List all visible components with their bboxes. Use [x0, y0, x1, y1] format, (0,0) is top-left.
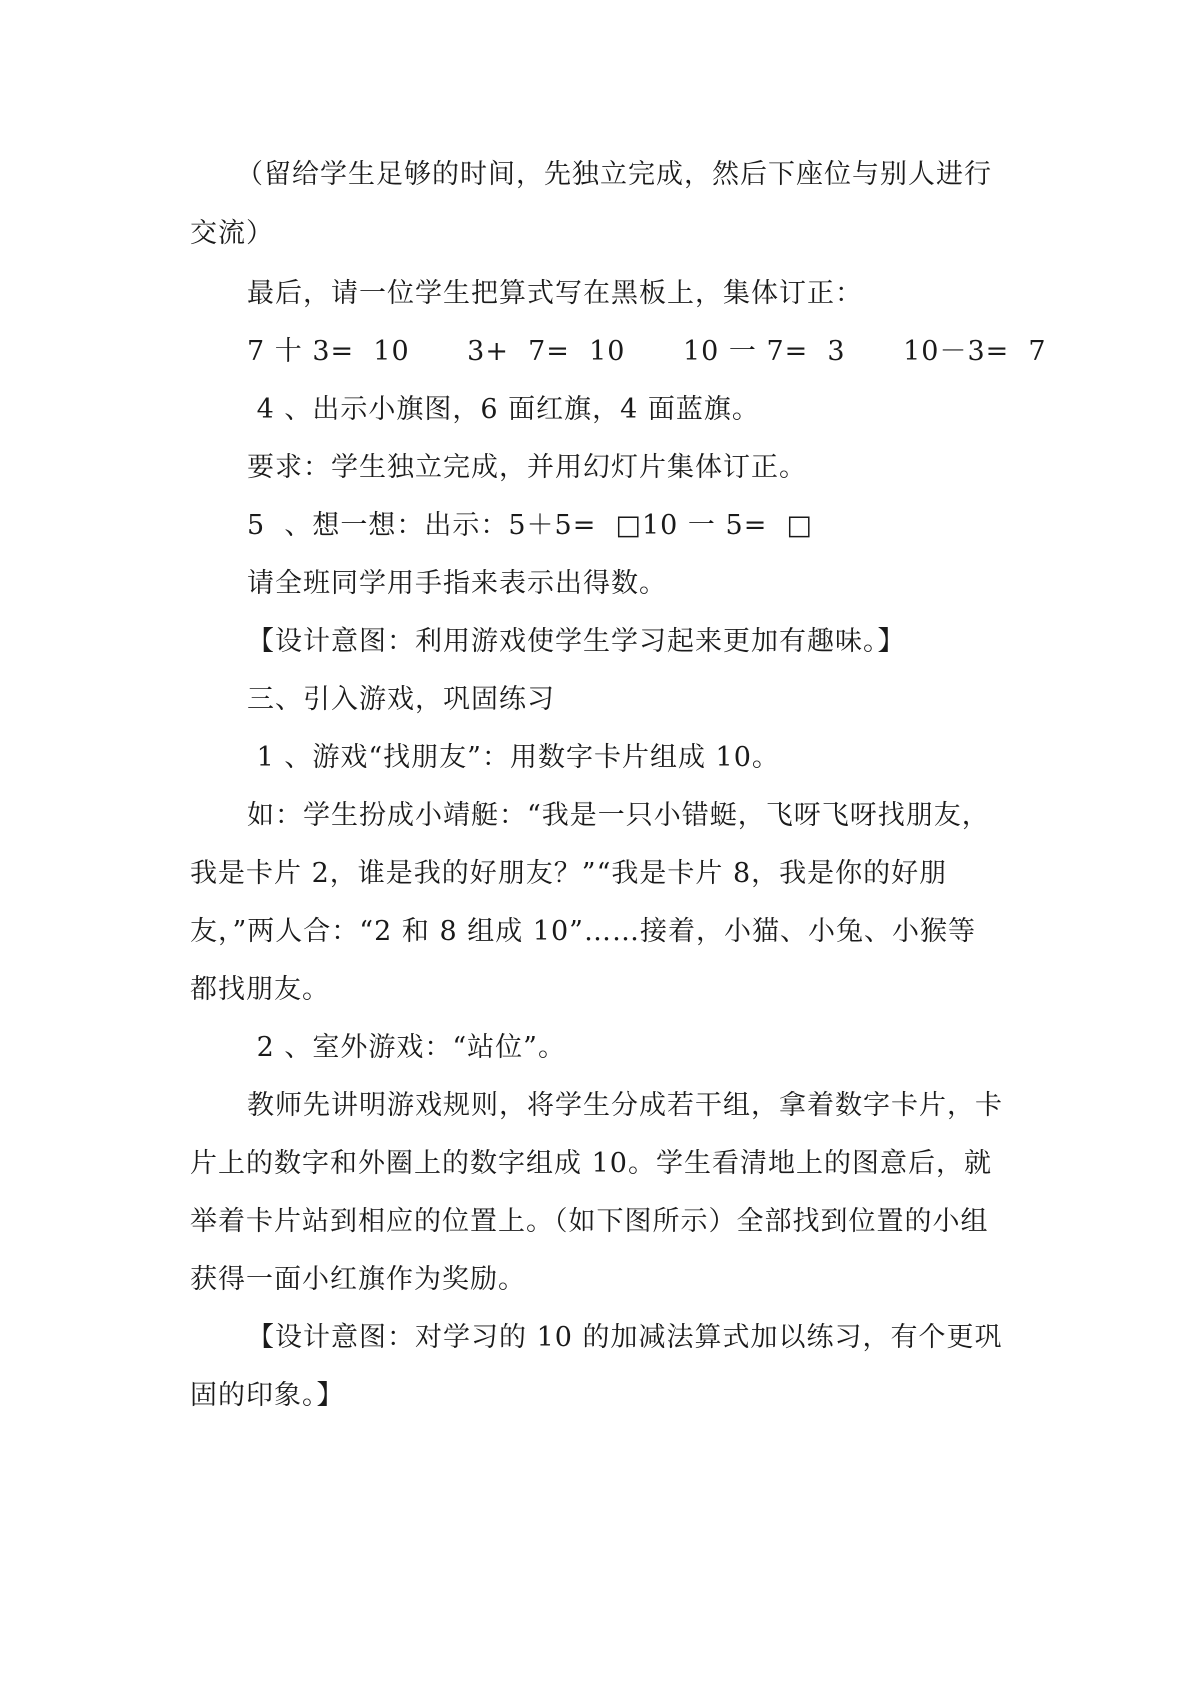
design-intent-note: 【设计意图：对学习的 10 的加减法算式加以练习，有个更巩 [247, 1322, 1003, 1353]
paragraph-line: 要求：学生独立完成，并用幻灯片集体订正。 [247, 452, 807, 483]
paragraph-line: （留给学生足够的时间，先独立完成，然后下座位与别人进行 [236, 159, 992, 190]
design-intent-note: 固的印象。】 [190, 1380, 345, 1411]
paragraph-line: 如：学生扮成小靖艇：“我是一只小错蜓，飞呀飞呀找朋友， [247, 800, 990, 831]
paragraph-line: 交流） [190, 218, 274, 249]
paragraph-line: 最后，请一位学生把算式写在黑板上，集体订正： [247, 278, 863, 309]
equation-line: 7 十 3= 10 3+ 7= 10 10 一 7= 3 10－3= 7 [247, 336, 1047, 367]
paragraph-line: 片上的数字和外圈上的数字组成 10。学生看清地上的图意后，就 [190, 1148, 992, 1179]
section-heading: 三、引入游戏，巩固练习 [247, 684, 555, 715]
design-intent-note: 【设计意图：利用游戏使学生学习起来更加有趣味。】 [247, 626, 906, 657]
list-item: 5 、想一想：出示：5＋5= □10 一 5= □ [247, 510, 813, 541]
list-item: 1 、游戏“找朋友”：用数字卡片组成 10。 [247, 742, 780, 773]
paragraph-line: 请全班同学用手指来表示出得数。 [247, 568, 667, 599]
paragraph-line: 我是卡片 2，谁是我的好朋友？”“我是卡片 8，我是你的好朋 [190, 858, 948, 889]
list-item: 4 、出示小旗图，6 面红旗，4 面蓝旗。 [247, 394, 760, 425]
paragraph-line: 举着卡片站到相应的位置上。（如下图所示）全部找到位置的小组 [190, 1206, 989, 1237]
paragraph-line: 获得一面小红旗作为奖励。 [190, 1264, 526, 1295]
list-item: 2 、室外游戏：“站位”。 [247, 1032, 566, 1063]
paragraph-line: 都找朋友。 [190, 974, 330, 1005]
paragraph-line: 友，”两人合：“2 和 8 组成 10”……接着，小猫、小兔、小猴等 [190, 916, 976, 947]
paragraph-line: 教师先讲明游戏规则，将学生分成若干组，拿着数字卡片，卡 [247, 1090, 1003, 1121]
